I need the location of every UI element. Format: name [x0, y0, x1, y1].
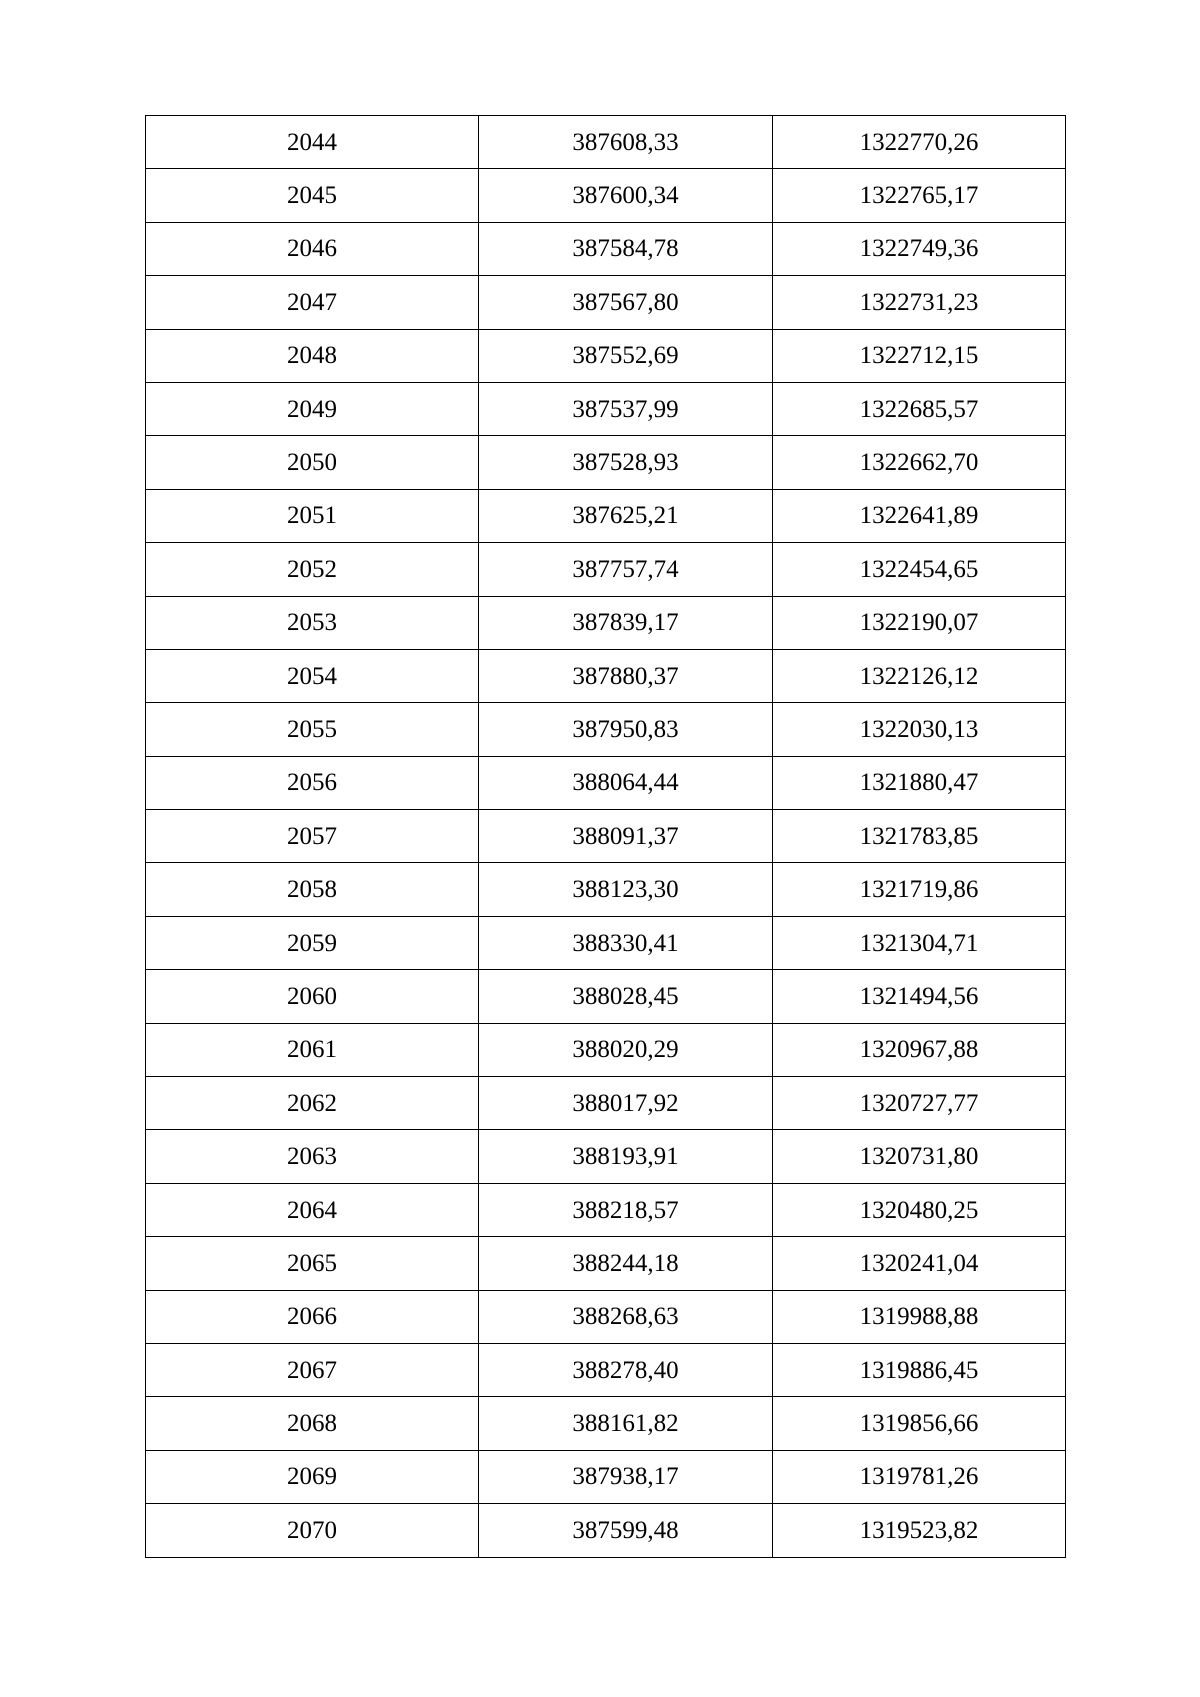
y-coordinate-cell: 1321494,56 — [773, 970, 1066, 1023]
y-coordinate-cell: 1322770,26 — [773, 116, 1066, 169]
point-number-cell: 2045 — [146, 169, 479, 222]
table-row — [146, 596, 1066, 649]
x-coordinate-cell: 388091,37 — [479, 810, 773, 863]
table-row — [146, 863, 1066, 916]
point-number-cell: 2064 — [146, 1183, 479, 1236]
point-number-cell: 2052 — [146, 543, 479, 596]
table-row — [146, 222, 1066, 275]
point-number-cell: 2057 — [146, 810, 479, 863]
y-coordinate-cell: 1321880,47 — [773, 756, 1066, 809]
table-row — [146, 1130, 1066, 1183]
point-number-cell: 2046 — [146, 222, 479, 275]
x-coordinate-cell: 387537,99 — [479, 382, 773, 435]
table-row — [146, 169, 1066, 222]
y-coordinate-cell: 1319886,45 — [773, 1343, 1066, 1396]
point-number-cell: 2047 — [146, 276, 479, 329]
table-row — [146, 1343, 1066, 1396]
table-row — [146, 436, 1066, 489]
point-number-cell: 2050 — [146, 436, 479, 489]
table-row — [146, 703, 1066, 756]
point-number-cell: 2068 — [146, 1397, 479, 1450]
table-row — [146, 810, 1066, 863]
y-coordinate-cell: 1322454,65 — [773, 543, 1066, 596]
y-coordinate-cell: 1321719,86 — [773, 863, 1066, 916]
point-number-cell: 2044 — [146, 116, 479, 169]
table-row — [146, 1237, 1066, 1290]
table-row — [146, 382, 1066, 435]
x-coordinate-cell: 387567,80 — [479, 276, 773, 329]
point-number-cell: 2069 — [146, 1450, 479, 1503]
table-row — [146, 1504, 1066, 1557]
y-coordinate-cell: 1322030,13 — [773, 703, 1066, 756]
x-coordinate-cell: 388278,40 — [479, 1343, 773, 1396]
x-coordinate-cell: 387757,74 — [479, 543, 773, 596]
point-number-cell: 2070 — [146, 1504, 479, 1557]
x-coordinate-cell: 388330,41 — [479, 916, 773, 969]
x-coordinate-cell: 387599,48 — [479, 1504, 773, 1557]
y-coordinate-cell: 1319988,88 — [773, 1290, 1066, 1343]
x-coordinate-cell: 388028,45 — [479, 970, 773, 1023]
point-number-cell: 2054 — [146, 649, 479, 702]
coordinates-table — [145, 115, 1066, 1558]
point-number-cell: 2061 — [146, 1023, 479, 1076]
x-coordinate-cell: 387552,69 — [479, 329, 773, 382]
x-coordinate-cell: 387584,78 — [479, 222, 773, 275]
x-coordinate-cell: 388064,44 — [479, 756, 773, 809]
x-coordinate-cell: 387528,93 — [479, 436, 773, 489]
point-number-cell: 2049 — [146, 382, 479, 435]
x-coordinate-cell: 388017,92 — [479, 1077, 773, 1130]
point-number-cell: 2062 — [146, 1077, 479, 1130]
table-row — [146, 276, 1066, 329]
x-coordinate-cell: 387625,21 — [479, 489, 773, 542]
table-row — [146, 916, 1066, 969]
y-coordinate-cell: 1322126,12 — [773, 649, 1066, 702]
x-coordinate-cell: 387839,17 — [479, 596, 773, 649]
y-coordinate-cell: 1320727,77 — [773, 1077, 1066, 1130]
y-coordinate-cell: 1322641,89 — [773, 489, 1066, 542]
table-row — [146, 756, 1066, 809]
x-coordinate-cell: 388161,82 — [479, 1397, 773, 1450]
table-row — [146, 116, 1066, 169]
table-row — [146, 489, 1066, 542]
x-coordinate-cell: 387938,17 — [479, 1450, 773, 1503]
y-coordinate-cell: 1319856,66 — [773, 1397, 1066, 1450]
y-coordinate-cell: 1321304,71 — [773, 916, 1066, 969]
y-coordinate-cell: 1319523,82 — [773, 1504, 1066, 1557]
y-coordinate-cell: 1320241,04 — [773, 1237, 1066, 1290]
x-coordinate-cell: 387880,37 — [479, 649, 773, 702]
point-number-cell: 2059 — [146, 916, 479, 969]
x-coordinate-cell: 388193,91 — [479, 1130, 773, 1183]
point-number-cell: 2051 — [146, 489, 479, 542]
table-row — [146, 649, 1066, 702]
y-coordinate-cell: 1320731,80 — [773, 1130, 1066, 1183]
point-number-cell: 2053 — [146, 596, 479, 649]
y-coordinate-cell: 1321783,85 — [773, 810, 1066, 863]
y-coordinate-cell: 1322662,70 — [773, 436, 1066, 489]
y-coordinate-cell: 1322731,23 — [773, 276, 1066, 329]
point-number-cell: 2056 — [146, 756, 479, 809]
y-coordinate-cell: 1322765,17 — [773, 169, 1066, 222]
table-row — [146, 1023, 1066, 1076]
point-number-cell: 2065 — [146, 1237, 479, 1290]
y-coordinate-cell: 1320480,25 — [773, 1183, 1066, 1236]
y-coordinate-cell: 1322685,57 — [773, 382, 1066, 435]
table-row — [146, 329, 1066, 382]
y-coordinate-cell: 1320967,88 — [773, 1023, 1066, 1076]
x-coordinate-cell: 388244,18 — [479, 1237, 773, 1290]
point-number-cell: 2063 — [146, 1130, 479, 1183]
x-coordinate-cell: 388218,57 — [479, 1183, 773, 1236]
y-coordinate-cell: 1319781,26 — [773, 1450, 1066, 1503]
point-number-cell: 2058 — [146, 863, 479, 916]
x-coordinate-cell: 387608,33 — [479, 116, 773, 169]
point-number-cell: 2055 — [146, 703, 479, 756]
table-row — [146, 1397, 1066, 1450]
table-row — [146, 1450, 1066, 1503]
point-number-cell: 2060 — [146, 970, 479, 1023]
table-row — [146, 970, 1066, 1023]
x-coordinate-cell: 388268,63 — [479, 1290, 773, 1343]
table-row — [146, 1077, 1066, 1130]
point-number-cell: 2066 — [146, 1290, 479, 1343]
x-coordinate-cell: 387600,34 — [479, 169, 773, 222]
point-number-cell: 2067 — [146, 1343, 479, 1396]
table-row — [146, 1183, 1066, 1236]
y-coordinate-cell: 1322190,07 — [773, 596, 1066, 649]
x-coordinate-cell: 388020,29 — [479, 1023, 773, 1076]
table-row — [146, 543, 1066, 596]
y-coordinate-cell: 1322712,15 — [773, 329, 1066, 382]
x-coordinate-cell: 387950,83 — [479, 703, 773, 756]
table-row — [146, 1290, 1066, 1343]
point-number-cell: 2048 — [146, 329, 479, 382]
y-coordinate-cell: 1322749,36 — [773, 222, 1066, 275]
coordinates-table-body — [146, 116, 1066, 1558]
x-coordinate-cell: 388123,30 — [479, 863, 773, 916]
